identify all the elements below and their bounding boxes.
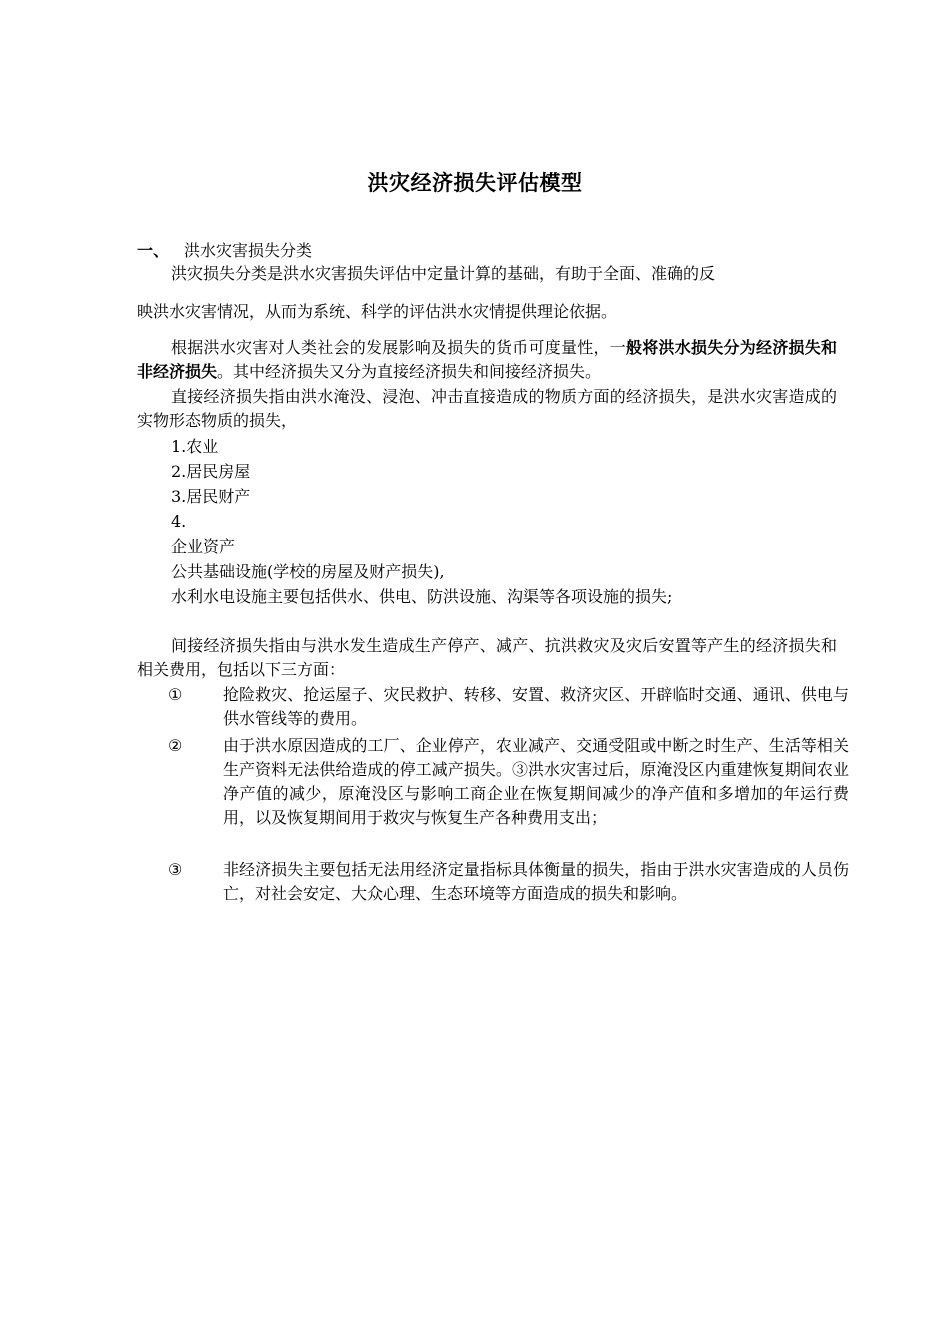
paragraph-1-line-2: 映洪水灾害情况，从而为系统、科学的评估洪水灾情提供理论依据。 (137, 302, 618, 321)
numbered-item (137, 858, 849, 906)
list-item: 3.居民财产 (171, 487, 251, 506)
list-item: 企业资产 (171, 537, 236, 556)
paragraph-3: 直接经济损失指由洪水淹没、浸泡、冲击直接造成的物质方面的经济损失，是洪水灾害造成的实物形态物质的损失， (137, 387, 837, 430)
numbered-item (137, 734, 849, 830)
paragraph-4: 间接经济损失指由与洪水发生造成生产停产、减产、抗洪救灾及灾后安置等产生的经济损失和相关费用，包括以下三方面： (137, 636, 837, 679)
section-heading (137, 240, 312, 262)
section-heading-text: 洪水灾害损失分类 (184, 241, 313, 260)
item-text: 非经济损失主要包括无法用经济定量指标具体衡量的损失，指由于洪水灾害造成的人员伤亡，对社会安定、大众心理、生态环境等方面造成的损失和影响。 (223, 860, 849, 903)
section-number: 一、 (137, 241, 170, 260)
list-item: 水利水电设施主要包括供水、供电、防洪设施、沟渠等各项设施的损失; (171, 587, 673, 606)
paragraph-2-bold: 般将洪水损失分为经济损失和非经济损失 (137, 338, 837, 381)
item-marker: ③ (168, 860, 183, 879)
numbered-item (137, 683, 849, 731)
document-title: 洪灾经济损失评估模型 (367, 171, 583, 195)
list-item: 2.居民房屋 (171, 462, 251, 481)
item-marker: ① (168, 685, 183, 704)
item-marker: ② (168, 736, 183, 755)
list-item: 公共基础设施(学校的房屋及财产损失), (171, 562, 445, 581)
list-item: 4. (171, 512, 187, 531)
paragraph-2-post: 。其中经济损失又分为直接经济损失和间接经济损失。 (217, 362, 602, 381)
item-text: 由于洪水原因造成的工厂、企业停产，农业减产、交通受阻或中断之时生产、生活等相关生产资料无法供给造成的停工减产损失。③洪水灾害过后，原淹没区内重建恢复期间农业净产值的减少，原淹没区与影响工商企业在恢复期间减少的净产值和多增加的年运行费用，以及恢复期间用于救灾与恢复生产各种费用支出； (223, 736, 849, 827)
list-item: 1.农业 (171, 437, 219, 456)
paragraph-2 (137, 336, 837, 384)
paragraph-1-line-1: 洪灾损失分类是洪水灾害损失评估中定量计算的基础，有助于全面、准确的反 (171, 264, 716, 283)
item-text: 抢险救灾、抢运屋子、灾民救护、转移、安置、救济灾区、开辟临时交通、通讯、供电与供水管线等的费用。 (223, 685, 849, 728)
paragraph-2-pre: 根据洪水灾害对人类社会的发展影响及损失的货币可度量性，一 (171, 338, 626, 357)
